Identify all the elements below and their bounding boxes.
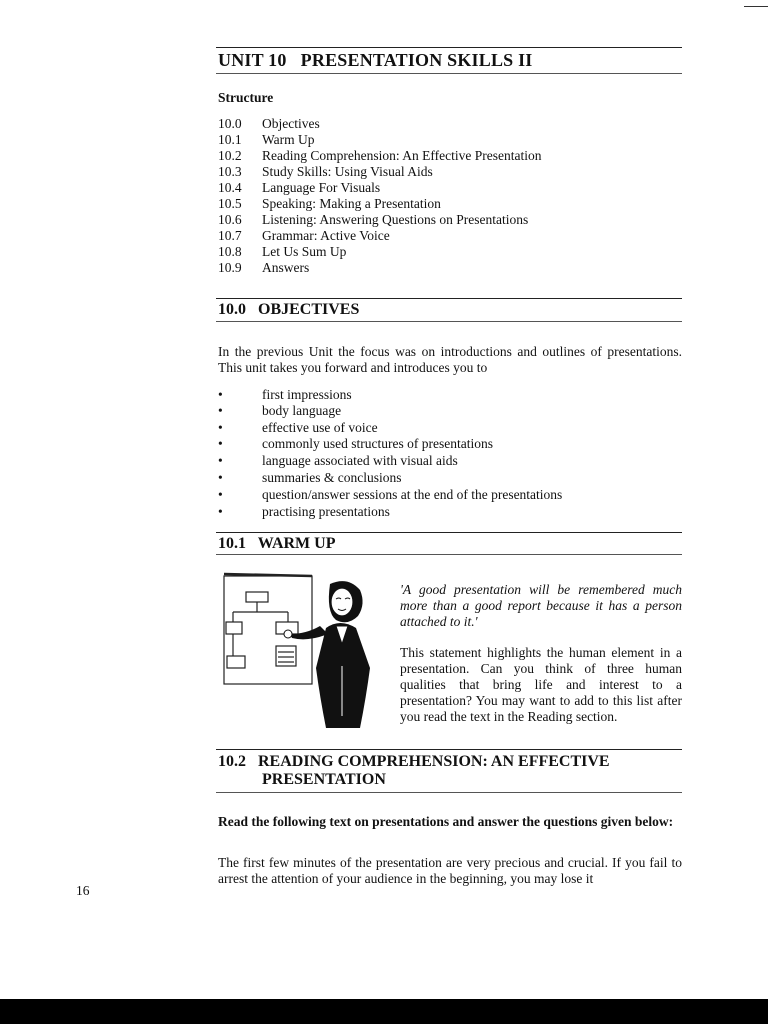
warmup-top-rule — [216, 532, 682, 533]
list-item-text: first impressions — [262, 387, 352, 402]
objectives-top-rule — [216, 298, 682, 299]
list-item-text: practising presentations — [262, 504, 390, 519]
reading-paragraph: The first few minutes of the presentation are very precious and crucial. If you fail to arrest the attention of your audience in the beginning, you may lose it — [218, 855, 682, 886]
warmup-quote: 'A good presentation will be remembered much more than a good report because it has a person attached to it.' — [400, 582, 682, 629]
bullet-icon: • — [218, 487, 223, 502]
scan-edge-mark — [744, 6, 768, 7]
warmup-heading: 10.1 WARM UP — [218, 535, 336, 552]
reading-heading-line2: PRESENTATION — [262, 771, 386, 788]
toc-number: 10.1 — [218, 132, 242, 147]
bullet-icon: • — [218, 403, 223, 418]
toc-number: 10.8 — [218, 244, 242, 259]
flip-chart — [224, 574, 312, 684]
toc-number: 10.7 — [218, 228, 242, 243]
toc-text: Answers — [262, 260, 310, 275]
reading-bottom-rule — [216, 792, 682, 793]
list-item-text: summaries & conclusions — [262, 470, 402, 485]
list-item-text: question/answer sessions at the end of the presentations — [262, 487, 563, 502]
toc-number: 10.6 — [218, 212, 242, 227]
list-item-text: language associated with visual aids — [262, 453, 458, 468]
toc-text: Speaking: Making a Presentation — [262, 196, 441, 211]
presenter-illustration — [218, 566, 388, 736]
list-item-text: effective use of voice — [262, 420, 378, 435]
page-number: 16 — [76, 883, 90, 898]
toc-number: 10.9 — [218, 260, 242, 275]
bullet-icon: • — [218, 470, 223, 485]
toc-number: 10.4 — [218, 180, 242, 195]
list-item-text: body language — [262, 403, 342, 418]
objectives-bottom-rule — [216, 321, 682, 322]
bullet-icon: • — [218, 436, 223, 451]
toc-number: 10.3 — [218, 164, 242, 179]
toc-number: 10.0 — [218, 116, 242, 131]
structure-label: Structure — [218, 90, 274, 105]
list-item-text: commonly used structures of presentations — [262, 436, 493, 451]
title-bottom-rule — [216, 73, 682, 74]
title-top-rule — [216, 47, 682, 48]
unit-title: UNIT 10 PRESENTATION SKILLS II — [218, 50, 533, 70]
toc-text: Objectives — [262, 116, 320, 131]
toc-text: Grammar: Active Voice — [262, 228, 390, 243]
objectives-intro: In the previous Unit the focus was on introductions and outlines of presentations. This unit takes you forward and introduces you to — [218, 344, 682, 375]
toc-number: 10.2 — [218, 148, 242, 163]
bullet-icon: • — [218, 504, 223, 519]
presenter-figure — [284, 581, 370, 728]
warmup-bottom-rule — [216, 554, 682, 555]
reading-heading-line1: 10.2 READING COMPREHENSION: AN EFFECTIVE — [218, 753, 610, 770]
warmup-body: This statement highlights the human element in a presentation. Can you think of three human qualities that bring life and interest to a presentation? You may want to add to this list after you read the text in the Reading section. — [400, 645, 682, 724]
objectives-heading: 10.0 OBJECTIVES — [218, 301, 360, 318]
scan-bottom-border — [0, 999, 768, 1024]
bullet-icon: • — [218, 453, 223, 468]
reading-top-rule — [216, 749, 682, 750]
toc-text: Reading Comprehension: An Effective Presentation — [262, 148, 542, 163]
toc-text: Warm Up — [262, 132, 315, 147]
bullet-icon: • — [218, 420, 223, 435]
bullet-icon: • — [218, 387, 223, 402]
toc-text: Listening: Answering Questions on Presentations — [262, 212, 529, 227]
reading-instruction: Read the following text on presentations and answer the questions given below: — [218, 814, 674, 829]
toc-number: 10.5 — [218, 196, 242, 211]
toc-text: Study Skills: Using Visual Aids — [262, 164, 433, 179]
toc-text: Language For Visuals — [262, 180, 381, 195]
toc-text: Let Us Sum Up — [262, 244, 347, 259]
